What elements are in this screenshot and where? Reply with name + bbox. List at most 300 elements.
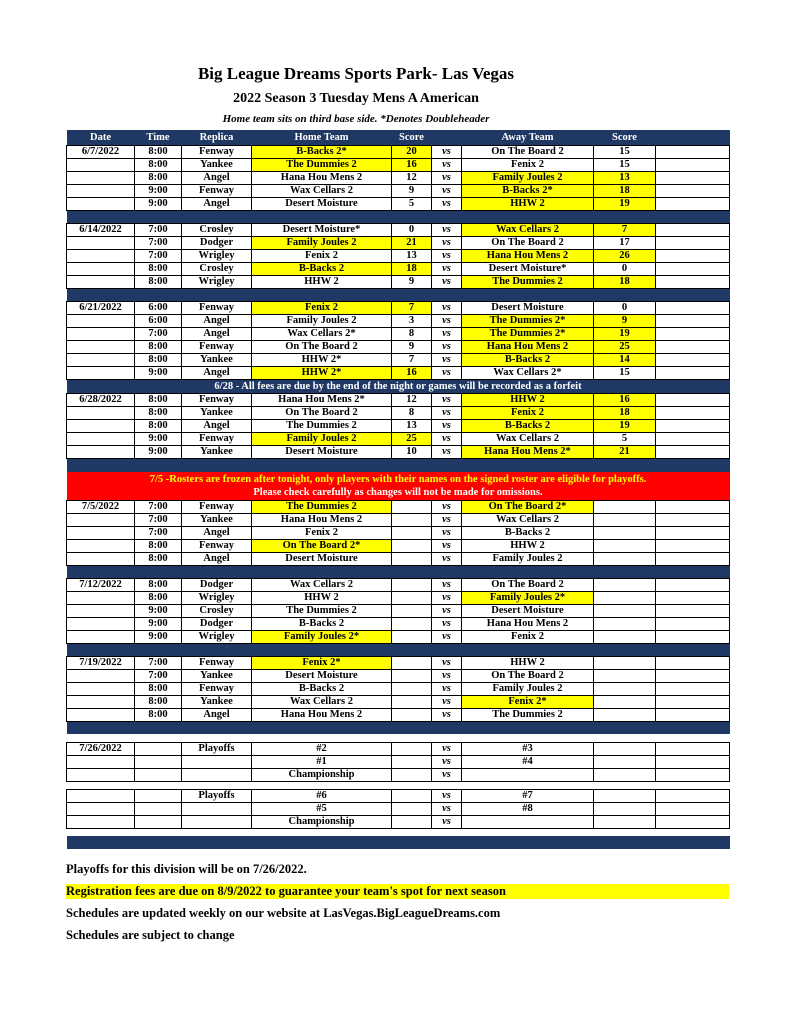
cell-time: 9:00	[135, 367, 182, 380]
separator-row	[67, 289, 730, 302]
cell-away-score: 17	[594, 237, 656, 250]
game-row	[67, 789, 730, 802]
schedule-body	[67, 146, 730, 850]
cell-replica: Fenway	[182, 185, 252, 198]
cell-away-team: Family Joules 2*	[462, 591, 594, 604]
game-row	[67, 224, 730, 237]
cell-blank	[656, 708, 730, 721]
game-row	[67, 328, 730, 341]
cell-time: 7:00	[135, 513, 182, 526]
cell-blank	[656, 250, 730, 263]
cell-away-score	[594, 768, 656, 781]
cell-blank	[656, 742, 730, 755]
cell-away-score	[594, 630, 656, 643]
cell-home-score: 20	[392, 146, 432, 159]
game-row	[67, 394, 730, 407]
separator-band: 6/28 - All fees are due by the end of the night or games will be recorded as a forfeit	[67, 380, 730, 394]
cell-vs: vs	[432, 578, 462, 591]
cell-home-score	[392, 539, 432, 552]
cell-replica: Crosley	[182, 224, 252, 237]
cell-home-score: 9	[392, 276, 432, 289]
cell-away-score: 15	[594, 159, 656, 172]
game-row	[67, 263, 730, 276]
cell-blank	[656, 768, 730, 781]
cell-home-team: The Dummies 2	[252, 500, 392, 513]
cell-time	[135, 742, 182, 755]
cell-home-score	[392, 513, 432, 526]
col-header-date: Date	[67, 130, 135, 146]
cell-replica: Fenway	[182, 146, 252, 159]
cell-away-score	[594, 617, 656, 630]
game-row	[67, 302, 730, 315]
cell-home-team: On The Board 2	[252, 407, 392, 420]
cell-blank	[656, 263, 730, 276]
cell-away-score	[594, 591, 656, 604]
cell-away-team	[462, 768, 594, 781]
cell-time: 7:00	[135, 224, 182, 237]
cell-replica: Yankee	[182, 407, 252, 420]
cell-time: 8:00	[135, 276, 182, 289]
cell-away-score	[594, 755, 656, 768]
cell-home-score: 5	[392, 198, 432, 211]
separator-band	[67, 289, 730, 302]
cell-home-score: 7	[392, 354, 432, 367]
cell-away-team: Fenix 2	[462, 159, 594, 172]
cell-away-score: 0	[594, 302, 656, 315]
cell-home-team: B-Backs 2	[252, 682, 392, 695]
cell-date	[67, 354, 135, 367]
cell-home-score: 13	[392, 420, 432, 433]
cell-home-team: On The Board 2	[252, 341, 392, 354]
cell-replica: Fenway	[182, 682, 252, 695]
cell-away-score	[594, 708, 656, 721]
cell-vs: vs	[432, 367, 462, 380]
cell-time: 8:00	[135, 552, 182, 565]
cell-time: 9:00	[135, 604, 182, 617]
cell-home-score: 25	[392, 433, 432, 446]
cell-time: 6:00	[135, 302, 182, 315]
cell-replica	[182, 755, 252, 768]
cell-away-score: 19	[594, 198, 656, 211]
cell-home-score: 10	[392, 446, 432, 459]
cell-date	[67, 328, 135, 341]
cell-blank	[656, 237, 730, 250]
cell-vs: vs	[432, 315, 462, 328]
game-row	[67, 513, 730, 526]
cell-date	[67, 263, 135, 276]
page-title: Big League Dreams Sports Park- Las Vegas	[197, 64, 515, 83]
col-header-blank	[656, 130, 730, 146]
cell-replica: Angel	[182, 526, 252, 539]
cell-time: 6:00	[135, 315, 182, 328]
cell-home-team: Family Joules 2	[252, 433, 392, 446]
cell-home-team: B-Backs 2	[252, 263, 392, 276]
cell-home-team: The Dummies 2	[252, 159, 392, 172]
cell-vs: vs	[432, 802, 462, 815]
separator-row	[67, 211, 730, 224]
cell-away-team: Fenix 2	[462, 630, 594, 643]
cell-time: 8:00	[135, 407, 182, 420]
cell-time: 8:00	[135, 708, 182, 721]
cell-time: 8:00	[135, 591, 182, 604]
cell-home-team: Wax Cellars 2*	[252, 328, 392, 341]
cell-replica: Angel	[182, 420, 252, 433]
cell-away-score: 0	[594, 263, 656, 276]
cell-away-team: The Dummies 2	[462, 708, 594, 721]
cell-date	[67, 617, 135, 630]
cell-blank	[656, 552, 730, 565]
cell-away-team: Wax Cellars 2	[462, 224, 594, 237]
cell-vs: vs	[432, 656, 462, 669]
cell-away-team: Family Joules 2	[462, 172, 594, 185]
cell-vs: vs	[432, 768, 462, 781]
separator-band	[67, 836, 730, 849]
cell-home-score	[392, 526, 432, 539]
cell-date	[67, 513, 135, 526]
game-row	[67, 695, 730, 708]
cell-home-score	[392, 656, 432, 669]
cell-replica: Crosley	[182, 263, 252, 276]
cell-away-score	[594, 802, 656, 815]
cell-blank	[656, 172, 730, 185]
cell-vs: vs	[432, 198, 462, 211]
cell-time	[135, 815, 182, 828]
cell-blank	[656, 669, 730, 682]
cell-home-score	[392, 630, 432, 643]
cell-vs: vs	[432, 708, 462, 721]
cell-home-team: The Dummies 2	[252, 604, 392, 617]
cell-date: 6/14/2022	[67, 224, 135, 237]
cell-date	[67, 433, 135, 446]
game-row	[67, 367, 730, 380]
cell-vs: vs	[432, 742, 462, 755]
cell-time: 8:00	[135, 159, 182, 172]
cell-replica: Playoffs	[182, 789, 252, 802]
cell-home-team: #6	[252, 789, 392, 802]
cell-date	[67, 526, 135, 539]
cell-vs: vs	[432, 446, 462, 459]
cell-date	[67, 159, 135, 172]
cell-vs: vs	[432, 237, 462, 250]
cell-home-score: 8	[392, 407, 432, 420]
cell-blank	[656, 315, 730, 328]
cell-away-score: 18	[594, 185, 656, 198]
col-header-away-team: Away Team	[462, 130, 594, 146]
cell-date	[67, 185, 135, 198]
game-row	[67, 708, 730, 721]
cell-away-team: B-Backs 2	[462, 526, 594, 539]
cell-away-score	[594, 526, 656, 539]
game-row	[67, 146, 730, 159]
cell-away-score: 15	[594, 146, 656, 159]
cell-vs: vs	[432, 500, 462, 513]
cell-replica: Yankee	[182, 513, 252, 526]
cell-replica: Angel	[182, 708, 252, 721]
cell-blank	[656, 224, 730, 237]
cell-vs: vs	[432, 224, 462, 237]
spacer-cell	[67, 781, 730, 789]
cell-date	[67, 604, 135, 617]
separator-band	[67, 643, 730, 656]
col-header-home-team: Home Team	[252, 130, 392, 146]
cell-vs: vs	[432, 591, 462, 604]
cell-vs: vs	[432, 695, 462, 708]
cell-vs: vs	[432, 302, 462, 315]
cell-replica: Wrigley	[182, 630, 252, 643]
cell-away-score: 26	[594, 250, 656, 263]
cell-blank	[656, 341, 730, 354]
cell-blank	[656, 695, 730, 708]
cell-date: 7/26/2022	[67, 742, 135, 755]
cell-home-team: Desert Moisture	[252, 669, 392, 682]
cell-blank	[656, 591, 730, 604]
cell-vs: vs	[432, 617, 462, 630]
cell-time: 8:00	[135, 578, 182, 591]
cell-replica	[182, 815, 252, 828]
cell-away-team: HHW 2	[462, 394, 594, 407]
separator-band	[67, 459, 730, 472]
cell-home-team: Family Joules 2	[252, 315, 392, 328]
cell-away-score	[594, 500, 656, 513]
cell-home-team: Desert Moisture	[252, 552, 392, 565]
game-row	[67, 198, 730, 211]
cell-home-score	[392, 802, 432, 815]
cell-home-score	[392, 617, 432, 630]
cell-blank	[656, 802, 730, 815]
cell-time: 8:00	[135, 539, 182, 552]
cell-date: 7/19/2022	[67, 656, 135, 669]
game-row	[67, 617, 730, 630]
game-row	[67, 500, 730, 513]
cell-date	[67, 198, 135, 211]
cell-blank	[656, 328, 730, 341]
cell-away-score: 19	[594, 420, 656, 433]
cell-away-team: Hana Hou Mens 2	[462, 250, 594, 263]
cell-away-score	[594, 513, 656, 526]
cell-away-team: Family Joules 2	[462, 552, 594, 565]
cell-vs: vs	[432, 604, 462, 617]
cell-away-team	[462, 815, 594, 828]
cell-blank	[656, 433, 730, 446]
cell-home-team: Family Joules 2*	[252, 630, 392, 643]
cell-date	[67, 789, 135, 802]
footer-subject-to-change-note: Schedules are subject to change	[66, 928, 235, 942]
cell-vs: vs	[432, 815, 462, 828]
game-row	[67, 682, 730, 695]
cell-vs: vs	[432, 669, 462, 682]
cell-blank	[656, 185, 730, 198]
cell-away-team: Family Joules 2	[462, 682, 594, 695]
cell-blank	[656, 604, 730, 617]
cell-home-score: 3	[392, 315, 432, 328]
spacer-row	[67, 734, 730, 742]
game-row	[67, 526, 730, 539]
cell-home-team: Championship	[252, 815, 392, 828]
cell-away-score: 14	[594, 354, 656, 367]
cell-replica: Wrigley	[182, 250, 252, 263]
game-row	[67, 159, 730, 172]
cell-time: 8:00	[135, 146, 182, 159]
cell-replica: Fenway	[182, 394, 252, 407]
cell-date	[67, 367, 135, 380]
cell-time: 8:00	[135, 695, 182, 708]
cell-replica: Angel	[182, 367, 252, 380]
cell-away-team: Desert Moisture	[462, 604, 594, 617]
separator-row	[67, 643, 730, 656]
cell-home-team: Fenix 2*	[252, 656, 392, 669]
cell-away-team: #7	[462, 789, 594, 802]
cell-home-score	[392, 591, 432, 604]
cell-time: 8:00	[135, 341, 182, 354]
cell-away-score	[594, 669, 656, 682]
cell-blank	[656, 198, 730, 211]
cell-replica	[182, 802, 252, 815]
cell-home-score	[392, 578, 432, 591]
cell-date	[67, 315, 135, 328]
cell-home-team: Desert Moisture*	[252, 224, 392, 237]
cell-away-team: B-Backs 2	[462, 420, 594, 433]
cell-time	[135, 768, 182, 781]
cell-blank	[656, 539, 730, 552]
cell-blank	[656, 354, 730, 367]
footer	[66, 862, 729, 943]
spacer-cell	[67, 734, 730, 742]
cell-replica: Angel	[182, 315, 252, 328]
game-row	[67, 815, 730, 828]
cell-home-score: 13	[392, 250, 432, 263]
cell-date	[67, 815, 135, 828]
cell-replica: Fenway	[182, 433, 252, 446]
roster-freeze-banner-row	[67, 472, 730, 501]
cell-away-score: 18	[594, 276, 656, 289]
cell-away-team: On The Board 2	[462, 146, 594, 159]
game-row	[67, 407, 730, 420]
cell-replica: Playoffs	[182, 742, 252, 755]
game-row	[67, 578, 730, 591]
cell-date	[67, 276, 135, 289]
cell-home-score: 16	[392, 159, 432, 172]
cell-home-team: Championship	[252, 768, 392, 781]
cell-time: 8:00	[135, 420, 182, 433]
col-header-away-score: Score	[594, 130, 656, 146]
cell-blank	[656, 302, 730, 315]
cell-time: 8:00	[135, 394, 182, 407]
cell-time: 9:00	[135, 198, 182, 211]
cell-time: 9:00	[135, 617, 182, 630]
cell-date	[67, 768, 135, 781]
cell-replica: Fenway	[182, 302, 252, 315]
cell-away-score	[594, 695, 656, 708]
cell-blank	[656, 146, 730, 159]
game-row	[67, 802, 730, 815]
cell-home-team: Hana Hou Mens 2*	[252, 394, 392, 407]
cell-away-team: Fenix 2	[462, 407, 594, 420]
cell-away-team: Hana Hou Mens 2	[462, 341, 594, 354]
game-row	[67, 315, 730, 328]
cell-vs: vs	[432, 250, 462, 263]
spacer-row	[67, 781, 730, 789]
cell-date	[67, 755, 135, 768]
cell-replica: Wrigley	[182, 591, 252, 604]
cell-away-team: On The Board 2	[462, 578, 594, 591]
cell-vs: vs	[432, 630, 462, 643]
cell-home-team: Wax Cellars 2	[252, 578, 392, 591]
cell-home-team: Fenix 2	[252, 250, 392, 263]
cell-away-score	[594, 604, 656, 617]
cell-home-score: 21	[392, 237, 432, 250]
cell-home-team: HHW 2	[252, 276, 392, 289]
game-row	[67, 433, 730, 446]
cell-home-score	[392, 552, 432, 565]
cell-home-score	[392, 500, 432, 513]
cell-date: 7/5/2022	[67, 500, 135, 513]
cell-replica: Fenway	[182, 539, 252, 552]
cell-home-team: B-Backs 2	[252, 617, 392, 630]
separator-row	[67, 565, 730, 578]
cell-away-team: The Dummies 2*	[462, 328, 594, 341]
cell-away-score: 15	[594, 367, 656, 380]
cell-replica: Yankee	[182, 669, 252, 682]
game-row	[67, 630, 730, 643]
cell-blank	[656, 367, 730, 380]
cell-away-team: HHW 2	[462, 539, 594, 552]
banner-line: 7/5 -Rosters are frozen after tonight, only players with their names on the signed roster are eligible for playoffs.	[149, 473, 647, 485]
cell-away-score: 9	[594, 315, 656, 328]
cell-time: 8:00	[135, 682, 182, 695]
game-row	[67, 341, 730, 354]
cell-away-team: #8	[462, 802, 594, 815]
cell-away-team: The Dummies 2*	[462, 315, 594, 328]
cell-away-team: Desert Moisture*	[462, 263, 594, 276]
cell-replica: Fenway	[182, 500, 252, 513]
cell-time	[135, 755, 182, 768]
cell-blank	[656, 755, 730, 768]
cell-home-team: HHW 2*	[252, 354, 392, 367]
game-row	[67, 742, 730, 755]
game-row	[67, 604, 730, 617]
cell-time	[135, 789, 182, 802]
cell-time: 8:00	[135, 354, 182, 367]
cell-time: 9:00	[135, 433, 182, 446]
cell-time: 7:00	[135, 237, 182, 250]
cell-away-score: 16	[594, 394, 656, 407]
cell-date	[67, 630, 135, 643]
cell-replica: Yankee	[182, 354, 252, 367]
cell-replica: Angel	[182, 328, 252, 341]
cell-home-score: 12	[392, 394, 432, 407]
cell-home-score: 16	[392, 367, 432, 380]
cell-vs: vs	[432, 341, 462, 354]
cell-away-team: Wax Cellars 2*	[462, 367, 594, 380]
cell-date	[67, 552, 135, 565]
cell-away-team: B-Backs 2*	[462, 185, 594, 198]
cell-blank	[656, 630, 730, 643]
cell-blank	[656, 526, 730, 539]
separator-band	[67, 211, 730, 224]
cell-time: 7:00	[135, 250, 182, 263]
cell-home-score: 9	[392, 185, 432, 198]
cell-time	[135, 802, 182, 815]
cell-home-team: Hana Hou Mens 2	[252, 513, 392, 526]
cell-home-team: #1	[252, 755, 392, 768]
cell-home-team: #5	[252, 802, 392, 815]
col-header-replica: Replica	[182, 130, 252, 146]
cell-replica: Yankee	[182, 159, 252, 172]
cell-blank	[656, 617, 730, 630]
cell-home-score	[392, 755, 432, 768]
cell-home-team: Fenix 2	[252, 302, 392, 315]
cell-blank	[656, 789, 730, 802]
